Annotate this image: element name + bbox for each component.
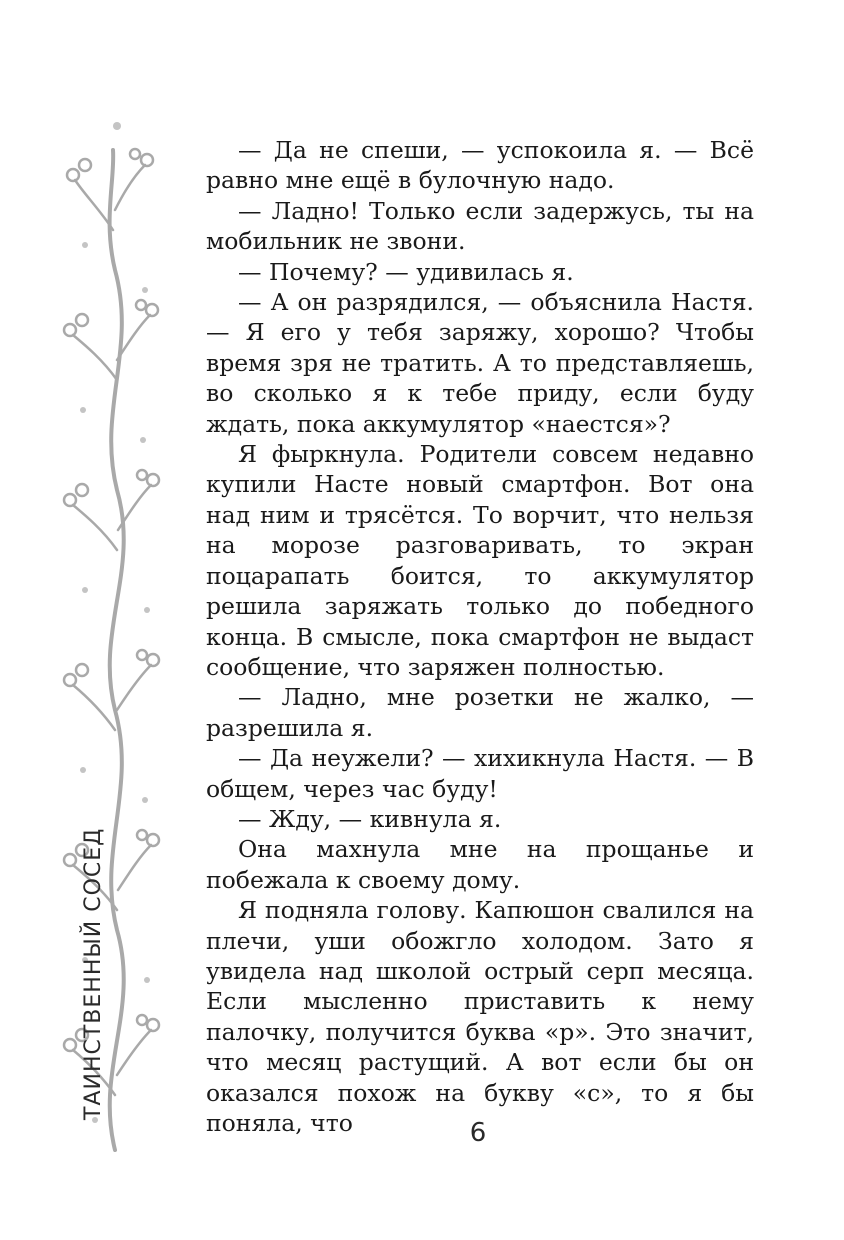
paragraph: — Да неужели? — хихикнула Настя. — В общем, через час буду! (206, 744, 754, 803)
running-head: ТАИНСТВЕННЫЙ СОСЕД (81, 827, 106, 1120)
paragraph: — Жду, — кивнула я. (238, 804, 502, 833)
paragraph: — Почему? — удивилась я. (238, 257, 574, 286)
body-text (206, 135, 754, 1138)
paragraph: Я подняла голову. Капюшон свалился на плечи, уши обожгло холодом. Зато я увидела над школой острый серп месяца. Если мысленно приставить к нему палочку, получится буква «р». Это значит, что месяц растущий. А вот если бы он оказался похож на букву «с», то я бы поняла, что (206, 896, 754, 1137)
paragraph: — Да не спеши, — успокоила я. — Всё равно мне ещё в булочную надо. (206, 136, 754, 195)
paragraph: — А он разрядился, — объяснила Настя. — Я его у тебя заряжу, хорошо? Чтобы время зря не тратить. А то представляешь, во сколько я к тебе приду, если буду ждать, пока аккумулятор «наестся»? (206, 288, 754, 438)
page-number: 6 (469, 1118, 487, 1148)
vine-ornament-icon (55, 110, 165, 1160)
paragraph: Она махнула мне на прощанье и побежала к своему дому. (206, 835, 754, 894)
paragraph: Я фыркнула. Родители совсем недавно купили Насте новый смартфон. Вот она над ним и трясётся. То ворчит, что нельзя на морозе разговаривать, то экран поцарапать боится, то аккумулятор решила заряжать только до победного конца. В смысле, пока смартфон не выдаст сообщение, что заряжен полностью. (206, 440, 754, 681)
paragraph: — Ладно! Только если задержусь, ты на мобильник не звони. (206, 196, 754, 256)
vine-ornament (55, 110, 165, 1160)
paragraph: — Ладно, мне розетки не жалко, — разрешила я. (206, 683, 754, 742)
